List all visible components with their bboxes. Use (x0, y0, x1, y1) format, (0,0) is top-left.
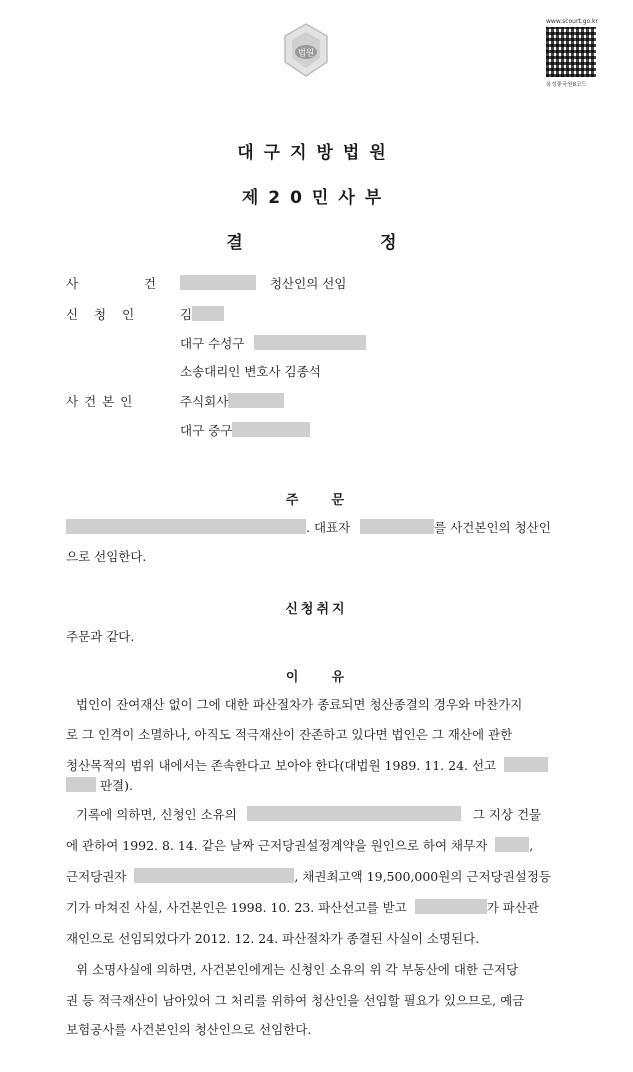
reason-p1-line-3: 청산목적의 범위 내에서는 존속한다고 보아야 한다(대법원 1989. 11. 24. 선고 (66, 756, 550, 774)
reason-p3-line-2: 권 등 적극재산이 남아있어 그 처리를 위하여 청산인을 선임할 필요가 있으므로, 예금 (66, 993, 525, 1008)
order-heading: 주 문 (285, 493, 348, 508)
reason-p1-line-4: 판결). (66, 776, 550, 794)
reason-p1-line-1: 법인이 잔여재산 없이 그에 대한 파산절차가 종료되면 청산종결의 경우와 마찬가지 (76, 697, 523, 712)
redaction (66, 519, 306, 534)
division-name: 제20민사부 (241, 188, 392, 208)
seal-text: 법원 (297, 48, 315, 59)
redaction (228, 393, 284, 408)
redaction (66, 777, 96, 792)
reason-p2-line-1: 기록에 의하면, 신청인 소유의 그 지상 건물 (76, 807, 542, 822)
redaction (134, 868, 294, 883)
redaction (415, 899, 487, 914)
applicant-attorney: 소송대리인 변호사 김종석 (180, 364, 321, 379)
reason-p1-line-2: 로 그 인격이 소멸하나, 아직도 적극재산이 잔존하고 있다면 법인은 그 재산에 관한 (66, 727, 513, 742)
reason-p2-line-5: 재인으로 선임되었다가 2012. 12. 24. 파산절차가 종결된 사실이 소명된다. (66, 931, 480, 946)
qr-url: www.scourt.go.kr (546, 18, 598, 25)
reason-p3-line-3: 보험공사를 사건본인의 청산인으로 선임한다. (66, 1022, 312, 1037)
principal-address: 대구 중구 (180, 421, 310, 439)
order-line-2: 으로 선임한다. (66, 549, 147, 564)
case-label: 사 건 (66, 276, 162, 291)
qr-caption: 용성좋국원8코드 (546, 82, 587, 88)
document-type: 결 정 (226, 233, 407, 253)
reason-p2-line-2: 에 관하여 1992. 8. 14. 같은 날짜 근저당권설정계약을 원인으로 하여 채무자 , (66, 838, 534, 853)
principal-name: 주식회사 (180, 392, 284, 410)
purpose-heading: 신청취지 (285, 602, 348, 617)
redaction (254, 335, 366, 350)
qr-code-icon (546, 27, 596, 77)
redaction (495, 837, 529, 852)
applicant-label: 신 청 인 (66, 307, 141, 322)
reason-p2-line-3: 근저당권자 , 채권최고액 19,500,000원의 근저당권설정등 (66, 869, 551, 884)
purpose-text: 주문과 같다. (66, 629, 135, 644)
reason-p3-line-1: 위 소명사실에 의하면, 사건본인에게는 신청인 소유의 위 각 부동산에 대한 근저당 (76, 962, 519, 977)
redaction (192, 306, 224, 321)
reason-p2-line-4: 기가 마쳐진 사실, 사건본인은 1998. 10. 23. 파산선고를 받고 가 파산관 (66, 900, 539, 915)
applicant-address: 대구 수성구 (180, 334, 366, 352)
court-name: 대구지방법원 (237, 143, 396, 163)
redaction (180, 275, 256, 290)
redaction (360, 519, 434, 534)
redaction (247, 806, 461, 821)
order-line-1: . 대표자 를 사건본인의 청산인 (66, 518, 550, 536)
applicant-name: 김 (180, 305, 224, 323)
principal-label: 사건본인 (66, 394, 139, 409)
reasons-heading: 이 유 (285, 670, 348, 685)
court-emblem-icon (280, 22, 332, 78)
case-value: 청산인의 선임 (180, 274, 346, 292)
redaction (232, 422, 310, 437)
redaction (504, 757, 548, 772)
